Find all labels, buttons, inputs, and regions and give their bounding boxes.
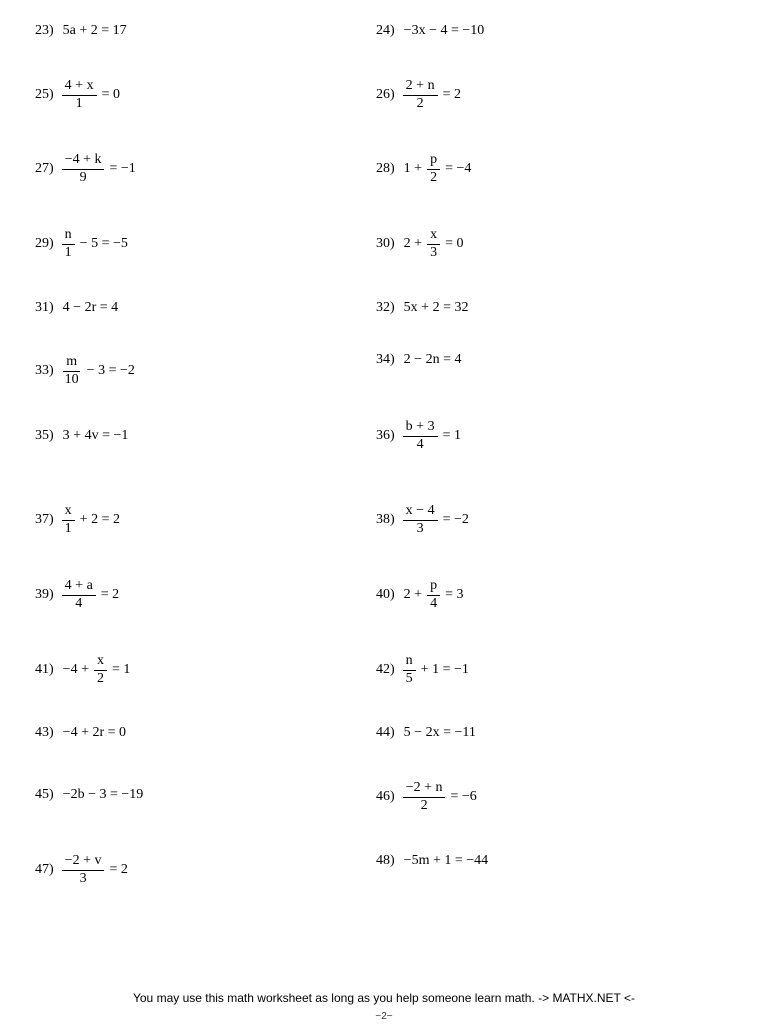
- fraction-denominator: 3: [416, 520, 424, 536]
- fraction-numerator: x: [94, 654, 107, 671]
- fraction-numerator: p: [427, 579, 440, 596]
- problem-number: 31): [35, 300, 54, 315]
- fraction-numerator: 4 + x: [62, 79, 97, 96]
- equation-text: −5m + 1 = −44: [403, 853, 489, 868]
- equation-text: = 3: [445, 587, 464, 602]
- footer-note: You may use this math worksheet as long as you help someone learn math. -> MATHX.NET <-: [132, 991, 636, 1005]
- equation-text: −4 +: [62, 662, 89, 677]
- fraction: [62, 854, 105, 886]
- problem-number: 24): [376, 23, 395, 38]
- fraction-denominator: 2: [96, 670, 104, 686]
- fraction-numerator: n: [403, 654, 416, 671]
- equation-text: 4 − 2r = 4: [62, 300, 119, 315]
- equation-text: 5 − 2x = −11: [403, 725, 476, 740]
- fraction-denominator: 1: [64, 244, 72, 260]
- problem-number: 34): [376, 352, 395, 367]
- page-number: −2−: [375, 1011, 393, 1022]
- equation-text: + 1 = −1: [420, 662, 469, 677]
- problem-23: [35, 11, 130, 51]
- problem-number: 35): [35, 428, 54, 443]
- problem-number: 27): [35, 161, 54, 176]
- equation-text: + 2 = 2: [79, 512, 120, 527]
- problem-number: 40): [376, 587, 395, 602]
- equation-text: = −1: [109, 161, 136, 176]
- fraction-denominator: 2: [420, 797, 428, 813]
- problem-number: 44): [376, 725, 395, 740]
- fraction: [403, 79, 438, 111]
- equation-text: = 1: [442, 428, 461, 443]
- fraction-denominator: 2: [416, 95, 424, 111]
- fraction: [427, 579, 440, 611]
- fraction: [427, 228, 440, 260]
- problem-number: 30): [376, 236, 395, 251]
- problem-41: [35, 650, 133, 690]
- problem-33: [35, 351, 138, 391]
- equation-text: 5x + 2 = 32: [403, 300, 469, 315]
- problem-24: [376, 11, 487, 51]
- equation-text: −2b − 3 = −19: [62, 787, 144, 802]
- problem-number: 46): [376, 789, 395, 804]
- fraction-denominator: 3: [430, 244, 438, 260]
- equation-text: 2 − 2n = 4: [403, 352, 462, 367]
- problem-number: 32): [376, 300, 395, 315]
- problem-46: [376, 777, 480, 817]
- fraction: [403, 654, 416, 686]
- equation-text: = −4: [445, 161, 472, 176]
- equation-text: = 2: [442, 87, 461, 102]
- fraction: [62, 504, 75, 536]
- problem-36: [376, 416, 464, 456]
- equation-text: = −2: [442, 512, 469, 527]
- fraction-numerator: 4 + a: [62, 579, 96, 596]
- fraction-denominator: 4: [75, 595, 83, 611]
- fraction: [62, 79, 97, 111]
- problem-number: 48): [376, 853, 395, 868]
- problem-47: [35, 850, 131, 890]
- equation-text: = 2: [109, 862, 128, 877]
- problem-35: [35, 416, 131, 456]
- fraction: [427, 153, 440, 185]
- fraction-numerator: 2 + n: [403, 79, 438, 96]
- equation-text: − 5 = −5: [79, 236, 128, 251]
- fraction: [62, 355, 82, 387]
- problem-45: [35, 775, 146, 815]
- problem-25: [35, 75, 123, 115]
- problem-30: [376, 224, 466, 264]
- equation-text: −4 + 2r = 0: [62, 725, 127, 740]
- problem-number: 39): [35, 587, 54, 602]
- fraction-denominator: 4: [416, 436, 424, 452]
- fraction-denominator: 4: [430, 595, 438, 611]
- equation-text: = 0: [101, 87, 120, 102]
- equation-text: = −6: [450, 789, 477, 804]
- fraction-numerator: p: [427, 153, 440, 170]
- problem-38: [376, 500, 472, 540]
- problem-44: [376, 713, 479, 753]
- fraction: [403, 420, 438, 452]
- equation-text: = 0: [445, 236, 464, 251]
- fraction-numerator: b + 3: [403, 420, 438, 437]
- fraction: [403, 504, 438, 536]
- problem-number: 42): [376, 662, 395, 677]
- problem-number: 28): [376, 161, 395, 176]
- fraction-denominator: 1: [64, 520, 72, 536]
- equation-text: 2 +: [403, 587, 423, 602]
- fraction: [403, 781, 446, 813]
- fraction-denominator: 3: [79, 870, 87, 886]
- problem-number: 29): [35, 236, 54, 251]
- fraction-denominator: 9: [79, 169, 87, 185]
- equation-text: 5a + 2 = 17: [62, 23, 127, 38]
- fraction-numerator: −2 + v: [62, 854, 105, 871]
- problem-number: 38): [376, 512, 395, 527]
- problem-40: [376, 575, 466, 615]
- equation-text: − 3 = −2: [86, 363, 135, 378]
- fraction-numerator: x: [427, 228, 440, 245]
- problem-43: [35, 713, 129, 753]
- problem-31: [35, 288, 121, 328]
- problem-number: 47): [35, 862, 54, 877]
- equation-text: = 2: [100, 587, 120, 602]
- problem-number: 36): [376, 428, 395, 443]
- problem-42: [376, 650, 472, 690]
- fraction: [94, 654, 107, 686]
- problem-39: [35, 575, 122, 615]
- fraction-numerator: x: [62, 504, 75, 521]
- fraction-denominator: 2: [430, 169, 438, 185]
- problem-number: 33): [35, 363, 54, 378]
- problem-26: [376, 75, 464, 115]
- fraction-numerator: x − 4: [403, 504, 438, 521]
- equation-text: 1 +: [403, 161, 423, 176]
- problem-number: 45): [35, 787, 54, 802]
- fraction-denominator: 1: [75, 95, 83, 111]
- problem-number: 41): [35, 662, 54, 677]
- fraction-denominator: 10: [64, 371, 79, 387]
- fraction-numerator: −4 + k: [62, 153, 105, 170]
- problem-29: [35, 224, 131, 264]
- problem-number: 37): [35, 512, 54, 527]
- equation-text: −3x − 4 = −10: [403, 23, 485, 38]
- problem-27: [35, 149, 139, 189]
- problem-48: [376, 841, 491, 881]
- problem-number: 26): [376, 87, 395, 102]
- problem-28: [376, 149, 474, 189]
- equation-text: 2 +: [403, 236, 423, 251]
- problem-number: 43): [35, 725, 54, 740]
- fraction-denominator: 5: [405, 670, 413, 686]
- problem-number: 23): [35, 23, 54, 38]
- problem-37: [35, 500, 123, 540]
- fraction-numerator: m: [63, 355, 80, 372]
- equation-text: = 1: [111, 662, 131, 677]
- fraction-numerator: n: [62, 228, 75, 245]
- equation-text: 3 + 4v = −1: [62, 428, 129, 443]
- problem-number: 25): [35, 87, 54, 102]
- fraction: [62, 228, 75, 260]
- fraction: [62, 579, 96, 611]
- problem-32: [376, 288, 471, 328]
- fraction: [62, 153, 105, 185]
- fraction-numerator: −2 + n: [403, 781, 446, 798]
- problem-34: [376, 340, 464, 380]
